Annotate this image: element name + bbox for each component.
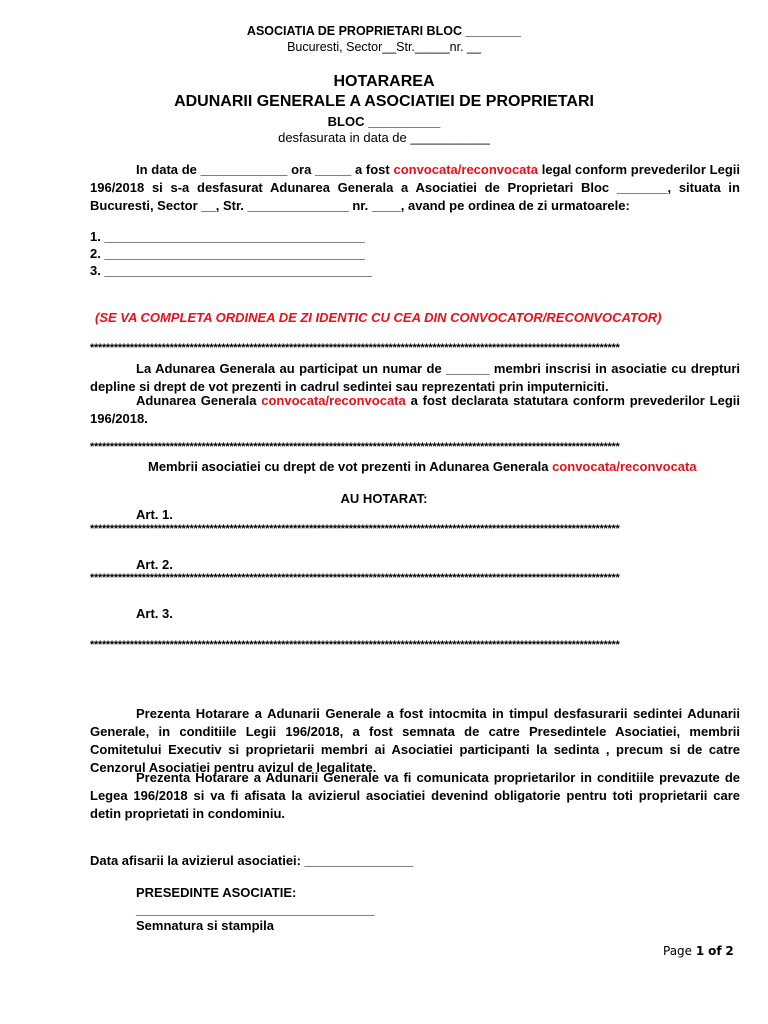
- of-word: of: [708, 944, 722, 958]
- association-header: ASOCIATIA DE PROPRIETARI BLOC ________: [246, 24, 522, 38]
- signature-line: _________________________________: [136, 902, 375, 917]
- agenda-item-1: 1. ____________________________________: [90, 229, 365, 244]
- page-number: [663, 944, 734, 958]
- association-address: Bucuresti, Sector__Str._____nr. __: [287, 40, 481, 54]
- current-page: 1: [695, 944, 705, 958]
- total-pages: 2: [725, 944, 734, 958]
- participation-text: La Adunarea Generala au participat un numar de ______ membri inscrisi in asociatie cu drepturi depline si drept de vot prezenti in cadrul sedintei sau reprezentati prin imputerniciti.: [90, 361, 740, 394]
- article-2: Art. 2.: [136, 557, 173, 572]
- bloc-line: BLOC __________: [327, 114, 441, 129]
- signature-caption: Semnatura si stampila: [136, 918, 274, 933]
- meeting-date-line: desfasurata in data de ___________: [278, 130, 490, 145]
- closing-paragraph-1: [90, 705, 740, 777]
- separator-line: *************************************************************************************************************************************: [90, 523, 620, 535]
- closing-text-2: Prezenta Hotarare a Adunarii Generale va fi comunicata proprietarilor in conditiile prevazute de Legea 196/2018 si va fi afisata la avizierul asociatiei devenind obligatorie pentru toti proprietarii care detin proprietati in condominiu.: [90, 770, 740, 821]
- posting-date-line: Data afisarii la avizierul asociatiei: _______________: [90, 853, 414, 868]
- separator-line: *************************************************************************************************************************************: [90, 572, 620, 584]
- members-convocation-status: convocata/reconvocata: [552, 459, 697, 474]
- document-subtitle: ADUNARII GENERALE A ASOCIATIEI DE PROPRIETARI: [174, 93, 594, 110]
- separator-line: *************************************************************************************************************************************: [90, 342, 620, 354]
- page-word: Page: [663, 944, 693, 958]
- statutory-paragraph: [90, 392, 740, 428]
- intro-text-end: legal conform prevederilor Legii 196/2018 si s-a desfasurat Adunarea Generala a Asociatiei de Proprietari Bloc _______, situata in Bucuresti, Sector __, Str. ______________ nr. ____, avand pe ordinea de zi urmatoarele:: [90, 162, 740, 213]
- agenda-note: (SE VA COMPLETA ORDINEA DE ZI IDENTIC CU CEA DIN CONVOCATOR/RECONVOCATOR): [95, 310, 662, 325]
- article-1: Art. 1.: [136, 507, 173, 522]
- separator-line: *************************************************************************************************************************************: [90, 441, 620, 453]
- members-line: [148, 459, 697, 474]
- closing-text-1: Prezenta Hotarare a Adunarii Generale a fost intocmita in timpul desfasurarii sedintei Adunarii Generale, in conditiile Legii 196/2018, a fost semnata de catre Presedintele Asociatiei, membrii Comitetului Executiv si proprietarii membri ai Asociatiei participanti la sedinta , precum si de catre Cenzorul Asociatiei pentru avizul de legalitate.: [90, 706, 740, 775]
- agenda-item-3: 3. _____________________________________: [90, 263, 372, 278]
- article-3: Art. 3.: [136, 606, 173, 621]
- agenda-item-2: 2. ____________________________________: [90, 246, 365, 261]
- decided-heading: AU HOTARAT:: [340, 491, 428, 506]
- president-label: PRESEDINTE ASOCIATIE:: [136, 885, 297, 900]
- document-title: HOTARAREA: [333, 73, 435, 90]
- statutory-convocation-status: convocata/reconvocata: [261, 393, 406, 408]
- intro-convocation-status: convocata/reconvocata: [393, 162, 538, 177]
- closing-paragraph-2: [90, 769, 740, 823]
- intro-paragraph: [90, 161, 740, 215]
- members-text: Membrii asociatiei cu drept de vot prezenti in Adunarea Generala: [148, 459, 553, 474]
- statutory-text-start: Adunarea Generala: [136, 393, 262, 408]
- participation-paragraph: [90, 360, 740, 396]
- separator-line: *************************************************************************************************************************************: [90, 639, 620, 651]
- statutory-text-end: a fost declarata statutara conform prevederilor Legii 196/2018.: [90, 393, 740, 426]
- intro-text-start: In data de ____________ ora _____ a fost: [136, 162, 394, 177]
